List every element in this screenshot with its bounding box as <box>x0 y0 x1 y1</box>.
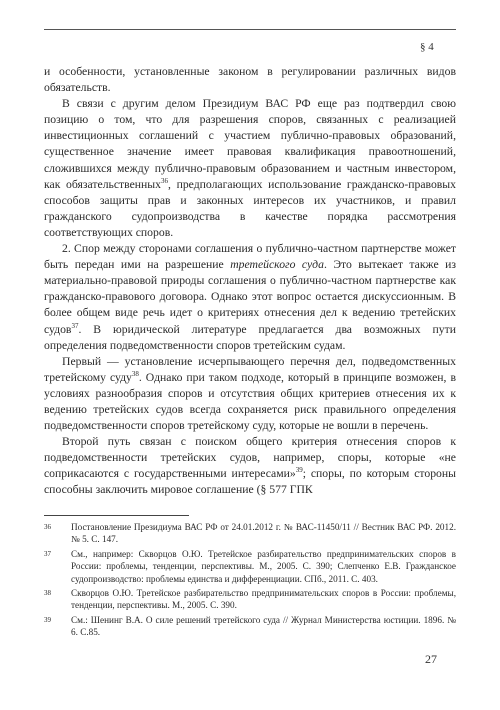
footnote <box>44 587 456 612</box>
footnote-text: Постановление Президиума ВАС РФ от 24.01.2012 г. № ВАС-11450/11 // Вестник ВАС РФ. 2012. № 5. С. 147. <box>71 522 456 545</box>
footnote-ref: 38 <box>131 369 139 378</box>
header-rule <box>44 29 456 30</box>
text-run: 2. Спор между сторонами соглашения о публично-частном партнерстве может быть передан ими на разрешение <box>44 242 456 272</box>
footnote-number: 38 <box>44 589 51 598</box>
footnote-number: 37 <box>44 549 51 558</box>
text-run: . Это вытекает также из материально-правовой природы соглашения о публично-частном партнерстве как гражданско-правового договора. Однако этот вопрос остается дискуссионным. В более общем виде речь идет о критериях отнесения дел к ведению третейских судов <box>44 258 456 336</box>
emphasis-text: третейского суда <box>230 258 324 272</box>
footnote-number: 39 <box>44 615 51 624</box>
footnote-rule <box>44 515 189 516</box>
page-number: 27 <box>425 652 437 666</box>
footnote <box>44 548 456 585</box>
paragraph <box>44 64 456 96</box>
paragraph <box>44 434 456 498</box>
text-run: В связи с другим делом Президиум ВАС РФ еще раз подтвердил свою позицию о том, что для разрешения споров, связанных с реализацией инвестиционных соглашений с участием публично-правовых образований, существенное значение имеет правовая квалификация правоотношений, сложившихся между публично-правовым образованием и частным инвестором, как обязательственных <box>44 97 456 191</box>
body-text <box>44 64 456 499</box>
text-run: Первый — установление исчерпывающего перечня дел, подведомственных третейскому суду <box>44 354 456 384</box>
paragraph <box>44 241 456 354</box>
text-run: , предполагающих использование гражданско-правовых способов защиты прав и законных интересов их участников, и правил гражданского судопроизводства в качестве порядка рассмотрения соответствующих споров. <box>44 177 456 239</box>
text-run: ; споры, по которым стороны способны заключить мировое соглашение (§ 577 ГПК <box>44 467 456 497</box>
footnote-text: См., например: Скворцов О.Ю. Третейское разбирательство предпринимательских споров в России: проблемы, тенденции, перспективы. М., 2005. С. 390; Слепченко Е.В. Гражданское судопроизводство: проблемы единства и дифференциации. СПб., 2011. С. 403. <box>71 548 456 584</box>
paragraph <box>44 354 456 434</box>
footnote-text: См.: Шенинг В.А. О силе решений третейского суда // Журнал Министерства юстиции. 1896. № 6. С.85. <box>71 614 456 638</box>
footnote-ref: 37 <box>71 321 79 330</box>
footnote-ref: 39 <box>295 466 303 475</box>
footnote-number: 36 <box>44 523 51 531</box>
footnotes <box>44 521 456 641</box>
paragraph <box>44 96 456 241</box>
text-run: и особенности, установленные законом в регулировании различных видов обязательств. <box>44 65 456 95</box>
text-run: . В юридической литературе предлагается два возможных пути определения подведомственности споров третейским судам. <box>44 322 456 352</box>
footnote <box>44 614 456 639</box>
text-run: . Однако при таком подходе, который в принципе возможен, в условиях разнообразия споров и отсутствия общих критериев отнесения их к ведению третейских судов всегда сохраняется риск правильного определения подведомственности споров третейскому суду, которые не вошли в перечень. <box>44 370 456 433</box>
footnote <box>44 521 456 546</box>
footnote-ref: 36 <box>161 176 168 185</box>
section-mark: § 4 <box>420 41 434 53</box>
footnote-text: Скворцов О.Ю. Третейское разбирательство предпринимательских споров в России: проблемы, тенденции, перспективы. М., 2005. С. 390. <box>71 588 456 611</box>
text-run: Второй путь связан с поиском общего критерия отнесения споров к подведомственности третейских судов, например, споры, которые «не соприкасаются с государственными интересами» <box>44 435 456 481</box>
